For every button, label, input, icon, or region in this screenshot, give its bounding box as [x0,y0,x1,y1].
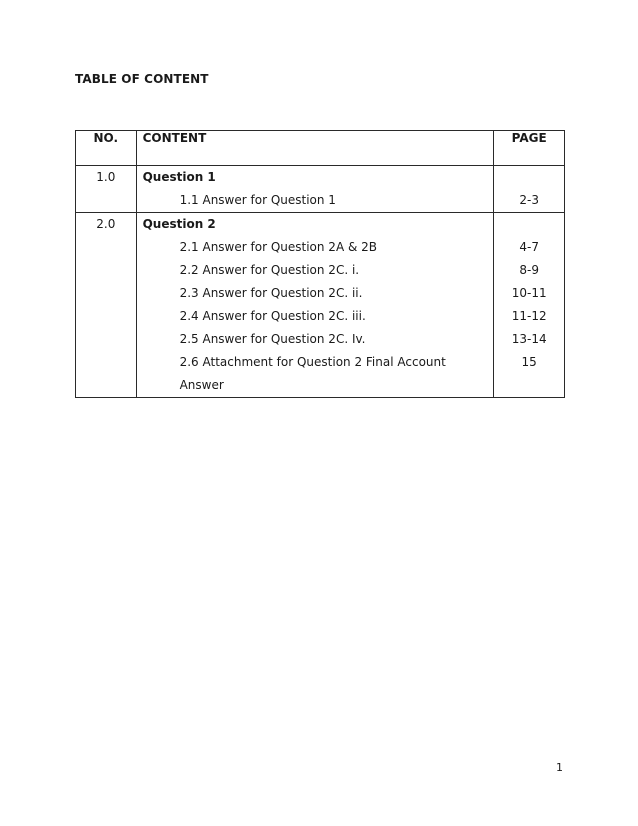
toc-item-page: 15 [521,355,537,369]
toc-item-page: 10-11 [511,286,547,300]
section-content-cell [136,213,494,398]
section-content-cell [136,166,494,213]
toc-item-label: 2.5 Answer for Question 2C. Iv. [179,332,366,346]
section-page-cell [494,166,565,213]
toc-section-row [76,213,565,398]
section-number: 1.0 [96,170,116,184]
header-content: CONTENT [136,131,494,166]
toc-item-label: 2.1 Answer for Question 2A & 2B [179,240,378,254]
toc-item-label: 2.4 Answer for Question 2C. iii. [179,309,366,323]
section-title: Question 1 [142,170,216,184]
header-page: PAGE [494,131,565,166]
toc-item-page: 4-7 [519,240,539,254]
section-no-cell [76,213,137,398]
toc-item-label: 1.1 Answer for Question 1 [179,193,336,207]
toc-section-row [76,166,565,213]
page-number: 1 [556,761,563,774]
toc-item-page [494,374,564,397]
toc-item-label: 2.6 Attachment for Question 2 Final Account [179,355,446,369]
section-no-cell [76,166,137,213]
toc-item-page: 2-3 [519,193,539,207]
section-title: Question 2 [142,217,216,231]
toc-item-page: 8-9 [519,263,539,277]
toc-item-label: 2.3 Answer for Question 2C. ii. [179,286,363,300]
toc-item-label: 2.2 Answer for Question 2C. i. [179,263,360,277]
toc-header-row [76,131,565,166]
section-number: 2.0 [96,217,116,231]
document-title: TABLE OF CONTENT [75,72,209,86]
section-page-cell [494,213,565,398]
header-no: NO. [76,131,137,166]
toc-item-page: 11-12 [511,309,547,323]
toc-item-page: 13-14 [511,332,547,346]
toc-table [75,130,565,398]
toc-item-label: Answer [179,378,224,392]
